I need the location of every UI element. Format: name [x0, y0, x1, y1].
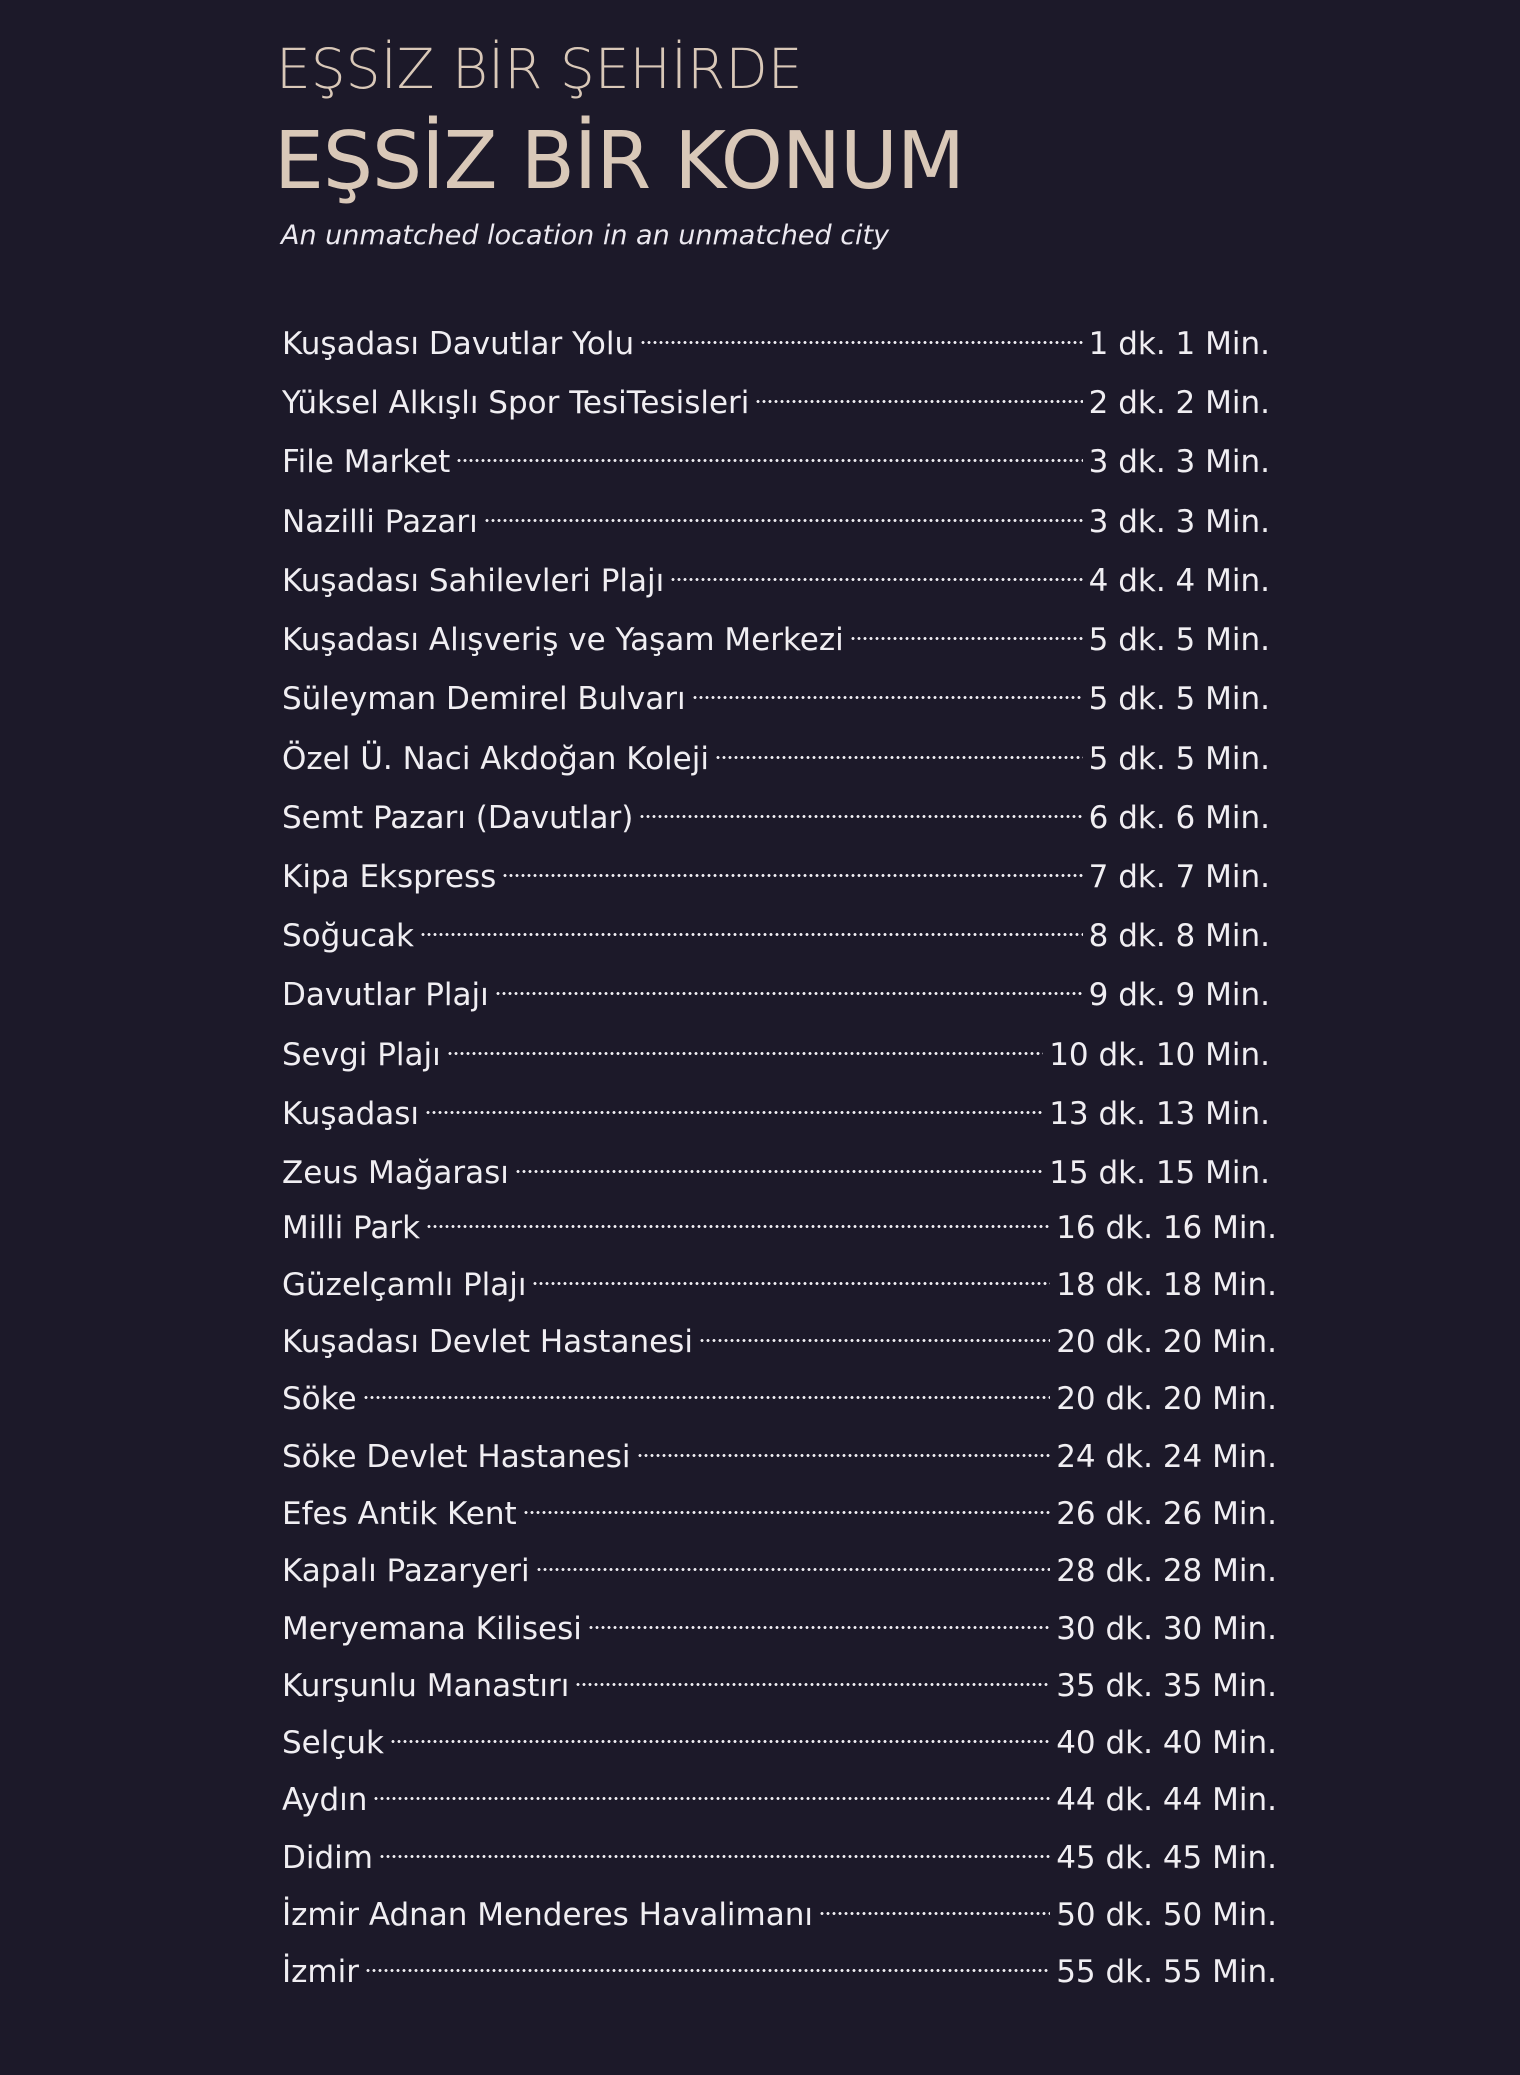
dot-leader	[365, 1942, 1050, 1982]
travel-time: 10 dk. 10 Min.	[1049, 1037, 1270, 1073]
location-name: Semt Pazarı (Davutlar)	[282, 800, 634, 836]
list-item	[282, 788, 1270, 836]
travel-time: 7 dk. 7 Min.	[1088, 859, 1270, 895]
travel-time: 6 dk. 6 Min.	[1088, 800, 1270, 836]
location-name: Didim	[282, 1840, 373, 1876]
list-item	[282, 1312, 1277, 1360]
location-name: Kuşadası	[282, 1096, 420, 1132]
location-name: İzmir	[282, 1954, 359, 1990]
travel-time: 30 dk. 30 Min.	[1056, 1611, 1277, 1647]
list-item	[282, 1484, 1277, 1532]
travel-time: 24 dk. 24 Min.	[1056, 1439, 1277, 1475]
list-item	[282, 1599, 1277, 1647]
dot-leader	[379, 1828, 1050, 1868]
location-name: Kuşadası Devlet Hastanesi	[282, 1324, 693, 1360]
dot-leader	[515, 1143, 1043, 1183]
dot-leader	[532, 1255, 1050, 1295]
subtitle: An unmatched location in an unmatched city	[281, 220, 890, 251]
travel-time: 16 dk. 16 Min.	[1056, 1210, 1277, 1246]
travel-time: 3 dk. 3 Min.	[1088, 444, 1270, 480]
list-item	[282, 965, 1270, 1013]
list-item	[282, 610, 1270, 658]
location-name: Güzelçamlı Plajı	[282, 1267, 527, 1303]
list-item	[282, 669, 1270, 717]
location-name: Kapalı Pazaryeri	[282, 1553, 530, 1589]
dot-leader	[484, 492, 1083, 532]
list-item	[282, 1084, 1270, 1132]
list-item	[282, 314, 1270, 362]
dot-leader	[536, 1541, 1051, 1581]
dot-leader	[640, 314, 1083, 354]
dot-leader	[819, 1885, 1050, 1925]
travel-time: 13 dk. 13 Min.	[1049, 1096, 1270, 1132]
list-item	[282, 1198, 1277, 1246]
travel-time: 8 dk. 8 Min.	[1088, 918, 1270, 954]
list-item	[282, 1885, 1277, 1933]
dot-leader	[639, 788, 1082, 828]
location-name: Sevgi Plajı	[282, 1037, 441, 1073]
list-item	[282, 1025, 1270, 1073]
location-name: Kipa Ekspress	[282, 859, 497, 895]
dot-leader	[447, 1025, 1043, 1065]
location-name: Yüksel Alkışlı Spor TesiTesisleri	[282, 385, 750, 421]
dot-leader	[426, 1198, 1050, 1238]
travel-time: 5 dk. 5 Min.	[1088, 622, 1270, 658]
dot-leader	[575, 1656, 1050, 1696]
dot-leader	[715, 729, 1083, 769]
travel-time: 5 dk. 5 Min.	[1088, 741, 1270, 777]
dot-leader	[588, 1599, 1050, 1639]
title-line-1: EŞSİZ BİR ŞEHİRDE	[276, 37, 803, 101]
location-name: Selçuk	[282, 1725, 385, 1761]
travel-time: 40 dk. 40 Min.	[1056, 1725, 1277, 1761]
location-name: İzmir Adnan Menderes Havalimanı	[282, 1897, 813, 1933]
list-item	[282, 1942, 1277, 1990]
list-item	[282, 373, 1270, 421]
list-item	[282, 1770, 1277, 1818]
list-item	[282, 1828, 1277, 1876]
location-name: Meryemana Kilisesi	[282, 1611, 582, 1647]
list-item	[282, 906, 1270, 954]
list-item	[282, 1541, 1277, 1589]
list-item	[282, 1143, 1270, 1191]
travel-time: 3 dk. 3 Min.	[1088, 504, 1270, 540]
location-name: Kuşadası Sahilevleri Plajı	[282, 563, 665, 599]
travel-time: 35 dk. 35 Min.	[1056, 1668, 1277, 1704]
travel-time: 5 dk. 5 Min.	[1088, 681, 1270, 717]
dot-leader	[456, 432, 1082, 472]
travel-time: 50 dk. 50 Min.	[1056, 1897, 1277, 1933]
dot-leader	[692, 669, 1083, 709]
dot-leader	[495, 965, 1083, 1005]
list-item	[282, 1713, 1277, 1761]
list-item	[282, 492, 1270, 540]
dot-leader	[699, 1312, 1050, 1352]
dot-leader	[373, 1770, 1050, 1810]
dot-leader	[420, 906, 1083, 946]
location-name: File Market	[282, 444, 451, 480]
dot-leader	[670, 551, 1082, 591]
location-name: Nazilli Pazarı	[282, 504, 478, 540]
location-name: Aydın	[282, 1782, 368, 1818]
travel-time: 45 dk. 45 Min.	[1056, 1840, 1277, 1876]
dot-leader	[502, 847, 1082, 887]
location-name: Söke Devlet Hastanesi	[282, 1439, 631, 1475]
travel-time: 44 dk. 44 Min.	[1056, 1782, 1277, 1818]
dot-leader	[390, 1713, 1050, 1753]
location-name: Özel Ü. Naci Akdoğan Koleji	[282, 741, 709, 777]
location-name: Kurşunlu Manastırı	[282, 1668, 570, 1704]
dot-leader	[363, 1369, 1051, 1409]
travel-time: 20 dk. 20 Min.	[1056, 1324, 1277, 1360]
dot-leader	[637, 1427, 1051, 1467]
location-name: Süleyman Demirel Bulvarı	[282, 681, 686, 717]
travel-time: 9 dk. 9 Min.	[1088, 977, 1270, 1013]
travel-time: 4 dk. 4 Min.	[1088, 563, 1270, 599]
travel-time: 2 dk. 2 Min.	[1088, 385, 1270, 421]
list-item	[282, 1427, 1277, 1475]
travel-time: 1 dk. 1 Min.	[1088, 326, 1270, 362]
dot-leader	[425, 1084, 1043, 1124]
travel-time: 15 dk. 15 Min.	[1049, 1155, 1270, 1191]
location-name: Zeus Mağarası	[282, 1155, 509, 1191]
title-line-2: EŞSİZ BİR KONUM	[274, 115, 964, 207]
list-item	[282, 551, 1270, 599]
travel-time: 20 dk. 20 Min.	[1056, 1381, 1277, 1417]
list-item	[282, 1656, 1277, 1704]
location-name: Kuşadası Davutlar Yolu	[282, 326, 635, 362]
list-item	[282, 729, 1270, 777]
location-name: Efes Antik Kent	[282, 1496, 517, 1532]
travel-time: 55 dk. 55 Min.	[1056, 1954, 1277, 1990]
location-name: Milli Park	[282, 1210, 421, 1246]
dot-leader	[523, 1484, 1051, 1524]
list-item	[282, 847, 1270, 895]
travel-time: 28 dk. 28 Min.	[1056, 1553, 1277, 1589]
travel-time: 26 dk. 26 Min.	[1056, 1496, 1277, 1532]
dot-leader	[755, 373, 1082, 413]
location-name: Kuşadası Alışveriş ve Yaşam Merkezi	[282, 622, 844, 658]
list-item	[282, 432, 1270, 480]
location-name: Söke	[282, 1381, 357, 1417]
location-name: Davutlar Plajı	[282, 977, 489, 1013]
list-item	[282, 1255, 1277, 1303]
list-item	[282, 1369, 1277, 1417]
travel-time: 18 dk. 18 Min.	[1056, 1267, 1277, 1303]
location-name: Soğucak	[282, 918, 414, 954]
dot-leader	[850, 610, 1083, 650]
